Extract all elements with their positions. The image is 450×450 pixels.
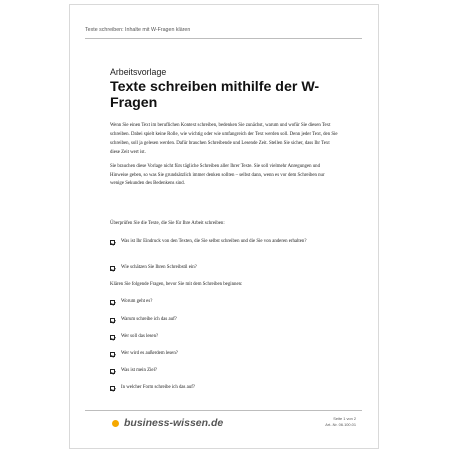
checkbox-checked-icon [110, 386, 115, 391]
paragraph: Wenn Sie einen Text im beruflichen Kontext schreiben, bedenken Sie zunächst, warum und wofür Sie diesen Text schreiben. Dabei spielt keine Rolle, wie wichtig oder wie umfangreich der Text werden soll. Denn jeder Text, den Sie schreiben, soll ja gelesen werden. Dafür brauchen Schreibende und Lesende Zeit. Stellen Sie sicher, dass Ihr Text diese Zeit wert ist. [110, 123, 338, 155]
questions-intro: Klären Sie folgende Fragen, bevor Sie mit dem Schreiben beginnen: [110, 282, 243, 287]
question-text: Wer wird es außerdem lesen? [121, 351, 178, 356]
checkbox-checked-icon [110, 240, 115, 245]
header-divider [85, 38, 362, 39]
paragraph: Sie brauchen diese Vorlage nicht fürs tägliche Schreiben aller Ihrer Texte. Sie soll vielmehr Anregungen und Hinweise geben, so was Sie grundsätzlich immer denken sollten – selbst dann, wenn es vor dem Schreiben nur wenige Sekunden des Bedenkens sind. [110, 163, 325, 187]
checkbox-checked-icon [110, 300, 115, 305]
checkbox-checked-icon [110, 318, 115, 323]
checkbox-checked-icon [110, 335, 115, 340]
checklist-item [110, 238, 340, 247]
article-number: Art.-Nr. 06.100.01 [325, 422, 356, 427]
question-item [110, 367, 340, 376]
question-text: Worum geht es? [121, 299, 153, 304]
checklist-item [110, 264, 340, 273]
checklist-item-text: Wie schätzen Sie Ihren Schreibstil ein? [121, 265, 197, 270]
footer-divider [85, 410, 362, 411]
question-text: Wer soll das lesen? [121, 334, 159, 339]
intro-body [110, 122, 338, 194]
logo-dot-icon [112, 420, 119, 427]
question-text: Warum schreibe ich das auf? [121, 317, 177, 322]
brand-logo: business-wissen.de [124, 417, 224, 429]
checkbox-checked-icon [110, 266, 115, 271]
question-item [110, 298, 340, 307]
check-intro: Überprüfen Sie die Texte, die Sie für Ihre Arbeit schreiben: [110, 221, 225, 226]
question-text: Was ist mein Ziel? [121, 368, 158, 373]
checklist-item-text: Was ist Ihr Eindruck von den Texten, die Sie selbst schreiben und die Sie von anderen erhalten? [121, 239, 307, 244]
document-page [69, 4, 379, 449]
question-item [110, 384, 340, 393]
document-kicker: Arbeitsvorlage [110, 67, 167, 77]
question-item [110, 333, 340, 342]
question-item [110, 350, 340, 359]
footer-meta [325, 416, 356, 428]
checkbox-checked-icon [110, 352, 115, 357]
running-header: Texte schreiben: Inhalte mit W-Fragen klären [85, 27, 191, 33]
question-item [110, 316, 340, 325]
checkbox-checked-icon [110, 369, 115, 374]
page-number: Seite 1 von 2 [333, 416, 356, 421]
document-title: Texte schreiben mithilfe der W-Fragen [110, 79, 320, 111]
question-text: In welcher Form schreibe ich das auf? [121, 385, 195, 390]
